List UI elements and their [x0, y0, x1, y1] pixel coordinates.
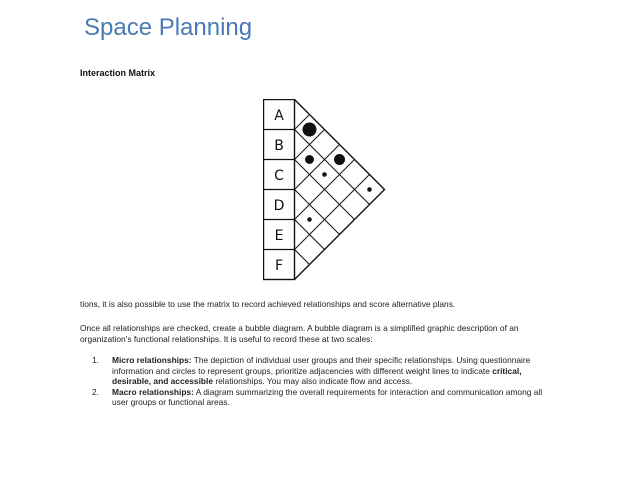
relationship-dot-a-f [367, 187, 372, 192]
list-item-term: Macro relationships: [112, 386, 194, 397]
list-item-text [112, 387, 560, 408]
list-item-body: The depiction of individual user groups and their specific relationships. Using questionnaire information and circles to represent groups, prioritize adjacencies with different weight lines to indicate [112, 355, 531, 376]
list-item-number: 1. [92, 355, 99, 365]
relationship-dot-a-d [334, 154, 345, 165]
list-item-term: Micro relationships: [112, 355, 192, 365]
document-heading: Interaction Matrix [80, 68, 156, 78]
matrix-label-a: A [274, 108, 284, 124]
interaction-matrix [263, 99, 393, 284]
intro-text: tions, it is also possible to use the matrix to record achieved relationships and score alternative plans. [80, 299, 456, 309]
list-item-number: 2. [92, 386, 99, 397]
list-item [80, 387, 560, 408]
matrix-label-c: C [274, 168, 284, 184]
matrix-label-d: D [273, 198, 285, 214]
scales-list [80, 355, 560, 408]
relationship-dot-a-b [303, 123, 317, 137]
relationship-dot-b-c [305, 155, 314, 164]
relationship-dot-b-d [322, 172, 327, 177]
list-item-body: A diagram summarizing the overall requirements for interaction and communication among all user groups or functional areas. [112, 386, 543, 407]
bubble-diagram-paragraph: Once all relationships are checked, create a bubble diagram. A bubble diagram is a simplified graphic description of an organization’s functional relationships. It is useful to record these at two scales: [80, 323, 519, 344]
list-item-text [112, 355, 560, 387]
matrix-label-f: F [274, 258, 284, 274]
list-item [80, 355, 560, 387]
relationship-dot-d-e [307, 217, 312, 222]
list-item-body-end: relationships. You may also indicate flow and access. [213, 376, 413, 386]
slide-title: Space Planning [84, 14, 253, 41]
matrix-label-b: B [274, 138, 284, 154]
matrix-label-e: E [274, 228, 284, 244]
list-item-emphasis: critical, desirable, and accessible [112, 365, 522, 386]
